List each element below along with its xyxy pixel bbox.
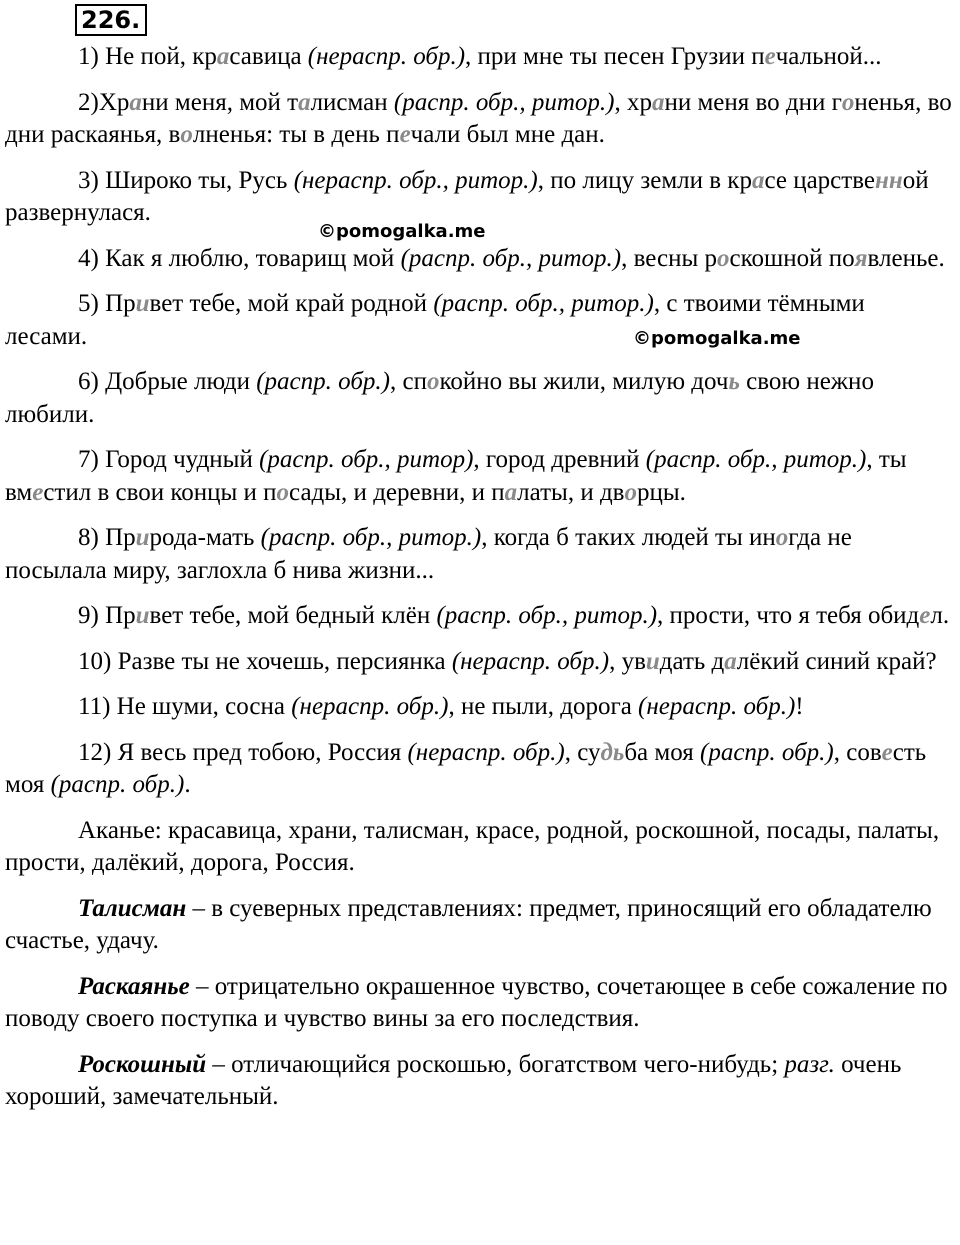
text-segment: 6) Добрые люди (78, 368, 257, 395)
text-segment: сады, и деревни, и п (289, 478, 505, 506)
highlighted-letter: а (129, 88, 142, 116)
text-segment: вет тебе, мой бедный клён (149, 602, 437, 629)
grammar-note: (распр. обр.) (700, 738, 834, 766)
sentence-10 (5, 646, 953, 679)
text-segment: 11) Не шуми, сосна (78, 693, 292, 720)
sentence-2 (5, 87, 953, 152)
grammar-note: (нераспр. обр., ритор.) (293, 166, 538, 194)
highlighted-letter: е (32, 478, 44, 506)
text-segment: , су (564, 738, 601, 766)
highlighted-letter: о (624, 478, 637, 506)
grammar-note: (распр. обр.) (50, 771, 185, 798)
sentence-5 (5, 288, 953, 353)
highlighted-letter: а (751, 166, 765, 194)
text-segment: ни меня во дни г (664, 88, 842, 116)
highlighted-letter: ь (728, 368, 740, 395)
text-segment: 4) Как я люблю, товарищ мой (78, 244, 401, 272)
text-segment: дать д (659, 647, 725, 675)
usage-label: разг. (784, 1050, 835, 1078)
definition-list (5, 893, 953, 1114)
text-segment: чальной... (775, 43, 882, 70)
text-segment: сть моя (5, 738, 927, 798)
text-segment: 9) Пр (78, 602, 136, 629)
watermark-1: ©pomogalka.me (318, 221, 486, 242)
grammar-note: (нераспр. обр.) (638, 693, 796, 720)
sentence-3 (5, 165, 953, 230)
highlighted-letter: е (764, 43, 776, 70)
highlighted-letter: о (276, 478, 290, 506)
text-segment: скошной по (729, 244, 855, 272)
grammar-note: (распр. обр.) (256, 368, 390, 395)
text-segment: савица (229, 43, 308, 70)
text-segment: ой развернулася. (5, 166, 929, 226)
highlighted-letter: о (717, 244, 730, 272)
text-segment: , хр (614, 88, 652, 116)
text-segment: лёкий синий край? (736, 647, 937, 675)
text-segment: , не пыли, дорога (448, 693, 639, 720)
highlighted-letter: о (775, 524, 789, 551)
sentence-4 (5, 243, 953, 276)
highlighted-letter: е (881, 738, 893, 766)
text-segment: л. (930, 602, 950, 629)
text-segment: , сп (389, 368, 427, 395)
text-segment: ! (795, 693, 804, 720)
sentence-1 (5, 41, 953, 74)
highlighted-letter: и (135, 290, 150, 317)
text-segment: койно вы жили, милую доч (439, 368, 729, 395)
sentence-9 (5, 600, 953, 633)
highlighted-letter: а (724, 647, 737, 675)
akanye-paragraph: Аканье: красавица, храни, талисман, красе, родной, роскошной, посады, палаты, прости, далёкий, дорога, Россия. (5, 816, 940, 876)
text-segment: – отличающийся роскошью, богатством чего-нибудь; (206, 1050, 785, 1078)
watermark-2: ©pomogalka.me (633, 328, 801, 349)
text-segment: ни меня, мой т (141, 88, 299, 116)
text-segment: , при мне ты песен Грузии п (465, 43, 765, 70)
definition-2 (5, 971, 953, 1036)
highlighted-letter: я (854, 244, 868, 272)
grammar-note: (распр. обр., ритор.) (393, 88, 615, 116)
sentence-6 (5, 366, 953, 431)
text-segment: 2)Хр (78, 88, 130, 116)
text-segment: вленье. (867, 244, 945, 272)
text-segment: , ты вм (5, 446, 907, 506)
text-segment: лисман (310, 88, 394, 116)
grammar-note: (нераспр. обр.) (451, 647, 610, 675)
text-segment: ба моя (624, 738, 700, 766)
grammar-note: (распр. обр., ритор.) (400, 244, 622, 272)
grammar-note: (распр. обр., ритор.) (645, 446, 867, 473)
highlighted-letter: и (135, 602, 150, 629)
definition-term: Раскаянье (78, 972, 190, 1000)
text-segment: 1) Не пой, кр (78, 43, 217, 70)
highlighted-letter: е (919, 602, 931, 629)
exercise-page (5, 4, 953, 1127)
sentence-12 (5, 737, 953, 802)
grammar-note: (распр. обр., ритор.) (433, 290, 654, 317)
highlighted-letter: а (298, 88, 311, 116)
highlighted-letter: о (180, 121, 193, 148)
highlighted-letter: и (645, 647, 660, 675)
definition-3 (5, 1049, 953, 1114)
sentence-list (5, 41, 953, 802)
highlighted-letter: о (426, 368, 440, 395)
text-segment: 10) Разве ты не хочешь, персиянка (78, 647, 452, 675)
grammar-note: (распр. обр., ритор.) (260, 524, 482, 551)
definition-term: Роскошный (78, 1050, 207, 1078)
text-segment: , когда б таких людей ты ин (481, 524, 776, 551)
text-segment: 7) Город чудный (78, 446, 260, 473)
text-segment: се царстве (764, 166, 875, 194)
text-segment: – в суеверных представлениях: предмет, приносящий его обладателю счастье, удачу. (5, 894, 932, 954)
text-segment: 12) Я весь пред тобою, Россия (78, 738, 408, 766)
text-segment: рода-мать (149, 524, 261, 551)
highlighted-letter: а (504, 478, 518, 506)
highlighted-letter: о (841, 88, 855, 116)
text-segment: , ув (609, 647, 646, 675)
grammar-note: (распр. обр., ритор.) (436, 602, 658, 629)
grammar-note: (распр. обр., ритор) (259, 446, 474, 473)
text-segment: 8) Пр (78, 524, 136, 551)
text-segment: свою нежно любили. (5, 368, 874, 428)
text-segment: , весны р (621, 244, 718, 272)
text-segment: очень хороший, замечательный. (5, 1050, 902, 1110)
text-segment: гда не посылала миру, заглохла б нива жизни... (5, 524, 852, 584)
text-segment: стил в свои концы и п (43, 478, 277, 506)
highlighted-letter: дь (600, 738, 625, 766)
text-segment: , по лицу земли в кр (537, 166, 752, 194)
definition-1 (5, 893, 953, 958)
text-segment: 3) Широко ты, Русь (78, 166, 294, 194)
highlighted-letter: и (135, 524, 150, 551)
grammar-note: (нераспр. обр.) (307, 43, 466, 70)
sentence-8 (5, 522, 953, 587)
text-segment: , сов (833, 738, 882, 766)
exercise-number: 226. (75, 4, 147, 36)
highlighted-letter: а (651, 88, 665, 116)
text-segment: . (184, 771, 191, 798)
text-segment: ненья, во дни раскаянья, в (5, 88, 952, 148)
grammar-note: (нераспр. обр.) (407, 738, 565, 766)
text-segment: латы, и дв (517, 478, 625, 506)
highlighted-letter: е (399, 121, 411, 148)
text-segment: лненья: ты в день п (192, 121, 400, 148)
text-segment: , с твоими тёмными лесами. (5, 290, 865, 350)
text-segment: – отрицательно окрашенное чувство, сочетающее в себе сожаление по поводу своего поступка и чувство вины за его последствия. (5, 972, 948, 1032)
definition-term: Талисман (78, 894, 187, 922)
highlighted-letter: нн (874, 166, 903, 194)
text-segment: 5) Пр (78, 290, 136, 317)
highlighted-letter: а (216, 43, 230, 70)
text-segment: , прости, что я тебя обид (657, 602, 920, 629)
grammar-note: (нераспр. обр.) (291, 693, 449, 720)
sentence-11 (5, 691, 953, 724)
text-segment: , город древний (473, 446, 646, 473)
sentence-7 (5, 444, 953, 509)
text-segment: чали был мне дан. (410, 121, 605, 148)
text-segment: рцы. (636, 478, 686, 506)
text-segment: вет тебе, мой край родной (149, 290, 434, 317)
